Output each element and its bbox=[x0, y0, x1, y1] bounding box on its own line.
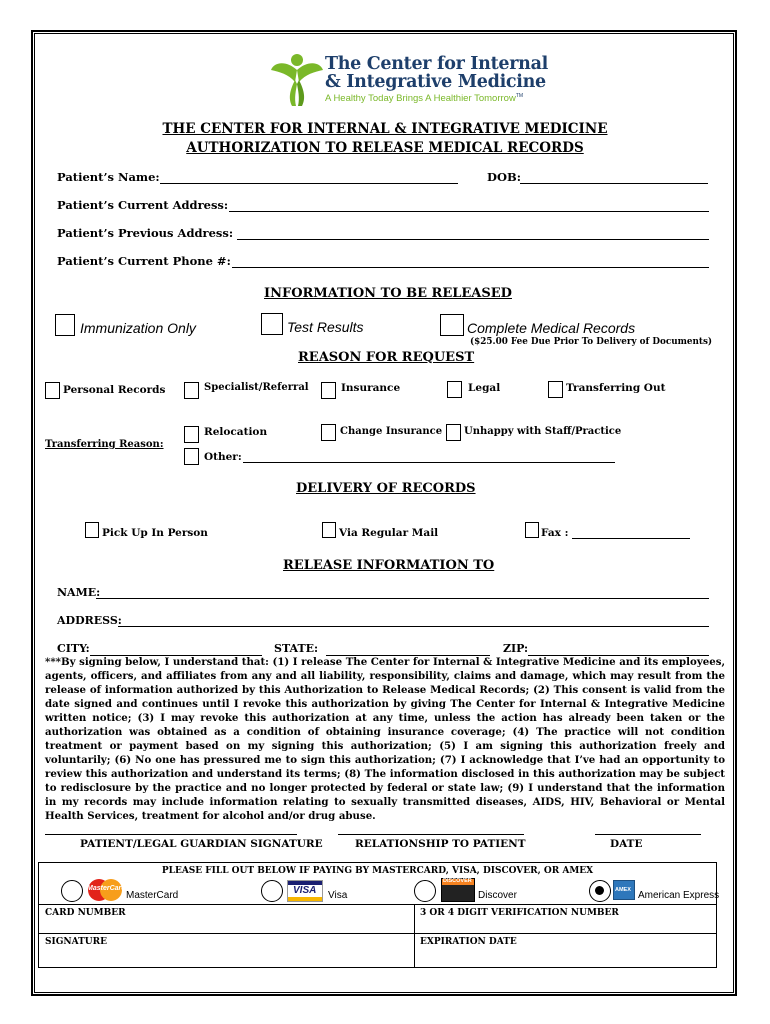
previous-address-label: Patient’s Previous Address: bbox=[57, 226, 234, 240]
mail-checkbox[interactable] bbox=[322, 522, 336, 538]
amex-radio-selected-dot bbox=[595, 886, 604, 895]
mastercard-radio[interactable] bbox=[61, 880, 83, 902]
date-label: DATE bbox=[610, 838, 643, 850]
dob-label: DOB: bbox=[487, 170, 521, 184]
relocation-label: Relocation bbox=[204, 426, 268, 438]
logo-trademark: TM bbox=[515, 93, 524, 99]
change-insurance-checkbox[interactable] bbox=[321, 424, 336, 441]
release-address-field[interactable] bbox=[118, 626, 709, 627]
current-address-label: Patient’s Current Address: bbox=[57, 198, 229, 212]
mastercard-label: MasterCard bbox=[126, 890, 179, 901]
relationship-label: RELATIONSHIP TO PATIENT bbox=[355, 838, 526, 850]
other-label: Other: bbox=[204, 451, 242, 463]
patient-name-label: Patient’s Name: bbox=[57, 170, 160, 184]
transferring-out-checkbox[interactable] bbox=[548, 381, 563, 398]
patient-signature-label: PATIENT/LEGAL GUARDIAN SIGNATURE bbox=[80, 838, 323, 850]
zip-label: ZIP: bbox=[503, 642, 529, 655]
form-title: AUTHORIZATION TO RELEASE MEDICAL RECORDS bbox=[186, 140, 584, 156]
payment-header: PLEASE FILL OUT BELOW IF PAYING BY MASTERCARD, VISA, DISCOVER, OR AMEX bbox=[161, 866, 594, 876]
phone-field[interactable] bbox=[232, 267, 709, 268]
logo-name-line2: & Integrative Medicine bbox=[325, 72, 546, 92]
test-results-label: Test Results bbox=[287, 319, 364, 335]
release-name-label: NAME: bbox=[57, 586, 101, 599]
visa-label: Visa bbox=[328, 890, 348, 901]
current-address-field[interactable] bbox=[229, 211, 709, 212]
discover-logo bbox=[441, 878, 475, 902]
fee-note: ($25.00 Fee Due Prior To Delivery of Documents) bbox=[470, 337, 713, 347]
insurance-checkbox[interactable] bbox=[321, 382, 336, 399]
logo-tagline-text: A Healthy Today Brings A Healthier Tomorrow bbox=[325, 93, 516, 105]
previous-address-field[interactable] bbox=[237, 239, 709, 240]
reason-heading: REASON FOR REQUEST bbox=[298, 350, 475, 365]
transferring-out-label: Transferring Out bbox=[566, 382, 666, 394]
amex-logo-text: AMEX bbox=[615, 887, 631, 893]
mail-label: Via Regular Mail bbox=[339, 527, 439, 539]
card-number-label: CARD NUMBER bbox=[45, 908, 126, 918]
transferring-reason-label: Transferring Reason: bbox=[45, 439, 164, 450]
org-title: THE CENTER FOR INTERNAL & INTEGRATIVE MEDICINE bbox=[162, 121, 608, 137]
city-label: CITY: bbox=[57, 642, 90, 655]
logo-tagline bbox=[325, 93, 523, 104]
complete-records-checkbox[interactable] bbox=[440, 314, 464, 336]
discover-logo-text: DISCOVER bbox=[443, 878, 472, 884]
discover-label: Discover bbox=[478, 890, 517, 901]
discover-radio[interactable] bbox=[414, 880, 436, 902]
immunization-label: Immunization Only bbox=[80, 320, 196, 336]
logo bbox=[268, 50, 548, 110]
personal-records-checkbox[interactable] bbox=[45, 382, 60, 399]
other-checkbox[interactable] bbox=[184, 448, 199, 465]
unhappy-checkbox[interactable] bbox=[446, 424, 461, 441]
fax-label: Fax : bbox=[541, 527, 569, 539]
visa-logo-stripe-bottom bbox=[288, 897, 322, 901]
fax-checkbox[interactable] bbox=[525, 522, 539, 538]
expiration-label: EXPIRATION DATE bbox=[420, 937, 517, 947]
test-results-checkbox[interactable] bbox=[261, 313, 283, 335]
info-release-heading: INFORMATION TO BE RELEASED bbox=[264, 286, 512, 301]
date-field[interactable] bbox=[595, 834, 701, 835]
release-name-field[interactable] bbox=[96, 598, 709, 599]
logo-person-icon bbox=[268, 50, 326, 108]
relocation-checkbox[interactable] bbox=[184, 426, 199, 443]
complete-records-label: Complete Medical Records bbox=[467, 320, 636, 336]
patient-signature-field[interactable] bbox=[45, 834, 297, 835]
logo-name-line1: The Center for Internal bbox=[325, 54, 548, 74]
release-to-heading: RELEASE INFORMATION TO bbox=[283, 558, 495, 573]
relationship-field[interactable] bbox=[338, 834, 524, 835]
personal-records-label: Personal Records bbox=[63, 384, 166, 396]
unhappy-label: Unhappy with Staff/Practice bbox=[464, 426, 622, 437]
amex-radio[interactable] bbox=[589, 880, 611, 902]
pickup-checkbox[interactable] bbox=[85, 522, 99, 538]
immunization-checkbox[interactable] bbox=[55, 314, 75, 336]
other-field[interactable] bbox=[243, 462, 615, 463]
patient-name-field[interactable] bbox=[160, 183, 458, 184]
consent-paragraph: ***By signing below, I understand that: (1) I release The Center for Internal & Integrative Medicine and its employees, agents, officers, and affiliates from any and all liability, responsibility, claims and damage, which may result from the release of information authorized by this Authorization to Release Medical Records; (2) This consent is valid from the date signed and continues until I revoke this authorization by giving The Center for Internal & Integrative Medicine written notice; (3) I may revoke this authorization at any time, unless the action has already been taken or the authorization was obtained as a condition of obtaining insurance coverage; (4) The practice will not condition treatment or payment based on my signing this authorization; (5) I am signing this authorization freely and voluntarily; (6) No one has pressured me to sign this authorization; (7) I acknowledge that I’ve had an opportunity to review this authorization and understand its terms; (8) The information disclosed in this authorization may be subject to redisclosure by the practice and no longer protected by federal or state law; (9) I understand that the information in my records may include information relating to sexually transmitted diseases, AIDS, HIV, Behavioral or Mental Health Services, treatment for alcohol and/or drug abuse. bbox=[45, 656, 725, 822]
change-insurance-label: Change Insurance bbox=[340, 426, 443, 437]
legal-checkbox[interactable] bbox=[447, 381, 462, 398]
visa-logo bbox=[287, 880, 323, 902]
fax-field[interactable] bbox=[572, 538, 690, 539]
pickup-label: Pick Up In Person bbox=[102, 527, 208, 539]
specialist-checkbox[interactable] bbox=[184, 382, 199, 399]
amex-label: American Express bbox=[638, 890, 720, 901]
dob-field[interactable] bbox=[520, 183, 708, 184]
release-address-label: ADDRESS: bbox=[57, 614, 122, 627]
mastercard-logo bbox=[86, 878, 124, 902]
verification-label: 3 OR 4 DIGIT VERIFICATION NUMBER bbox=[420, 908, 619, 918]
legal-label: Legal bbox=[468, 382, 501, 394]
insurance-label: Insurance bbox=[341, 382, 401, 394]
delivery-heading: DELIVERY OF RECORDS bbox=[296, 481, 476, 496]
mastercard-logo-text: MasterCard bbox=[87, 885, 126, 892]
state-label: STATE: bbox=[274, 642, 319, 655]
card-signature-label: SIGNATURE bbox=[45, 937, 107, 947]
phone-label: Patient’s Current Phone #: bbox=[57, 254, 231, 268]
specialist-label: Specialist/Referral bbox=[204, 382, 309, 393]
visa-logo-text: VISA bbox=[293, 885, 317, 896]
visa-radio[interactable] bbox=[261, 880, 283, 902]
amex-logo bbox=[613, 880, 635, 900]
